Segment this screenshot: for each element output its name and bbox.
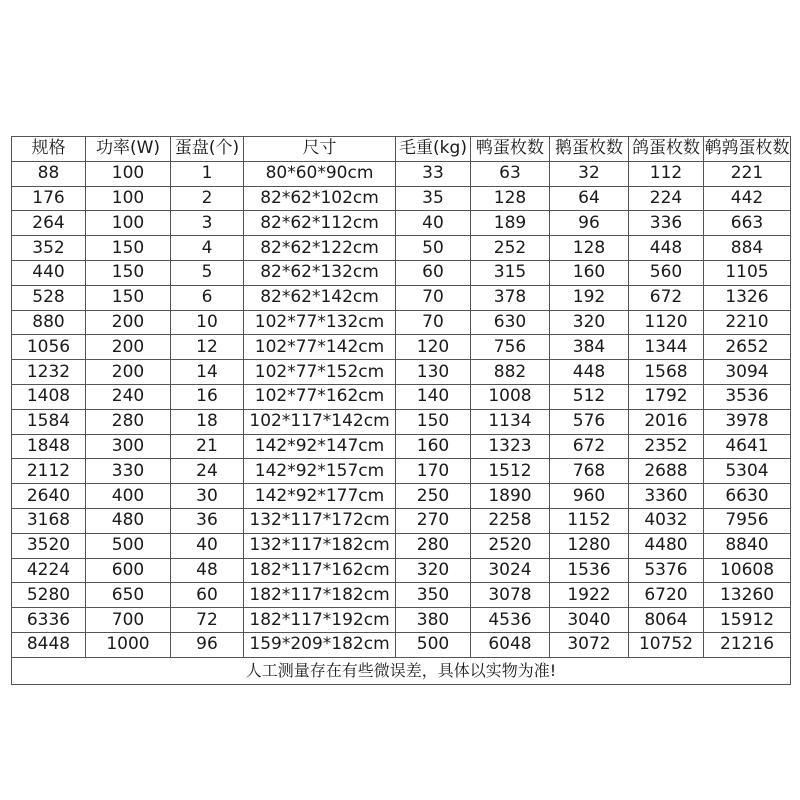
cell-spec: 176 xyxy=(12,186,86,211)
cell-power: 700 xyxy=(86,608,171,633)
cell-duck-eggs: 252 xyxy=(471,236,550,261)
cell-power: 280 xyxy=(86,409,171,434)
cell-gross-weight: 60 xyxy=(396,260,471,285)
cell-size: 102*77*152cm xyxy=(244,360,396,385)
cell-duck-eggs: 2258 xyxy=(471,508,550,533)
cell-trays: 24 xyxy=(171,459,244,484)
cell-trays: 16 xyxy=(171,384,244,409)
cell-power: 200 xyxy=(86,335,171,360)
cell-size: 142*92*147cm xyxy=(244,434,396,459)
cell-trays: 14 xyxy=(171,360,244,385)
cell-gross-weight: 130 xyxy=(396,360,471,385)
cell-duck-eggs: 6048 xyxy=(471,632,550,657)
cell-spec: 440 xyxy=(12,260,86,285)
cell-size: 82*62*122cm xyxy=(244,236,396,261)
cell-power: 200 xyxy=(86,310,171,335)
cell-spec: 3520 xyxy=(12,533,86,558)
cell-trays: 5 xyxy=(171,260,244,285)
incubator-spec-table xyxy=(11,136,791,685)
cell-quail-eggs: 4641 xyxy=(704,434,791,459)
cell-pigeon-eggs: 2016 xyxy=(629,409,704,434)
cell-goose-eggs: 960 xyxy=(550,484,629,509)
table-row xyxy=(12,583,791,608)
cell-pigeon-eggs: 10752 xyxy=(629,632,704,657)
cell-goose-eggs: 1280 xyxy=(550,533,629,558)
cell-gross-weight: 70 xyxy=(396,310,471,335)
table-row xyxy=(12,236,791,261)
cell-quail-eggs: 2210 xyxy=(704,310,791,335)
cell-goose-eggs: 384 xyxy=(550,335,629,360)
cell-quail-eggs: 221 xyxy=(704,161,791,186)
cell-gross-weight: 500 xyxy=(396,632,471,657)
cell-gross-weight: 40 xyxy=(396,211,471,236)
cell-goose-eggs: 1536 xyxy=(550,558,629,583)
table-row xyxy=(12,632,791,657)
cell-duck-eggs: 63 xyxy=(471,161,550,186)
cell-power: 100 xyxy=(86,211,171,236)
table-row xyxy=(12,260,791,285)
cell-pigeon-eggs: 448 xyxy=(629,236,704,261)
table-row xyxy=(12,186,791,211)
cell-spec: 1408 xyxy=(12,384,86,409)
header-duck-eggs: 鸭蛋枚数 xyxy=(471,137,550,162)
cell-power: 150 xyxy=(86,260,171,285)
header-gross-weight: 毛重(kg) xyxy=(396,137,471,162)
cell-pigeon-eggs: 560 xyxy=(629,260,704,285)
cell-size: 80*60*90cm xyxy=(244,161,396,186)
cell-pigeon-eggs: 6720 xyxy=(629,583,704,608)
cell-quail-eggs: 1105 xyxy=(704,260,791,285)
cell-pigeon-eggs: 112 xyxy=(629,161,704,186)
cell-duck-eggs: 4536 xyxy=(471,608,550,633)
cell-size: 132*117*182cm xyxy=(244,533,396,558)
cell-power: 1000 xyxy=(86,632,171,657)
cell-power: 300 xyxy=(86,434,171,459)
cell-pigeon-eggs: 672 xyxy=(629,285,704,310)
cell-goose-eggs: 576 xyxy=(550,409,629,434)
cell-power: 100 xyxy=(86,161,171,186)
cell-gross-weight: 270 xyxy=(396,508,471,533)
cell-pigeon-eggs: 5376 xyxy=(629,558,704,583)
cell-spec: 2112 xyxy=(12,459,86,484)
cell-spec: 264 xyxy=(12,211,86,236)
cell-duck-eggs: 315 xyxy=(471,260,550,285)
table-row xyxy=(12,409,791,434)
header-pigeon-eggs: 鸽蛋枚数 xyxy=(629,137,704,162)
cell-trays: 10 xyxy=(171,310,244,335)
cell-gross-weight: 320 xyxy=(396,558,471,583)
cell-spec: 352 xyxy=(12,236,86,261)
cell-trays: 1 xyxy=(171,161,244,186)
header-quail-eggs: 鹌鹑蛋枚数 xyxy=(704,137,791,162)
cell-quail-eggs: 884 xyxy=(704,236,791,261)
table-row xyxy=(12,459,791,484)
table-row xyxy=(12,310,791,335)
cell-size: 82*62*102cm xyxy=(244,186,396,211)
cell-duck-eggs: 189 xyxy=(471,211,550,236)
cell-pigeon-eggs: 1792 xyxy=(629,384,704,409)
cell-duck-eggs: 1008 xyxy=(471,384,550,409)
header-spec: 规格 xyxy=(12,137,86,162)
cell-quail-eggs: 8840 xyxy=(704,533,791,558)
cell-gross-weight: 350 xyxy=(396,583,471,608)
table-row xyxy=(12,161,791,186)
cell-goose-eggs: 672 xyxy=(550,434,629,459)
cell-pigeon-eggs: 4480 xyxy=(629,533,704,558)
cell-spec: 880 xyxy=(12,310,86,335)
cell-power: 650 xyxy=(86,583,171,608)
cell-quail-eggs: 663 xyxy=(704,211,791,236)
header-power: 功率(W) xyxy=(86,137,171,162)
table-row xyxy=(12,508,791,533)
cell-trays: 48 xyxy=(171,558,244,583)
cell-pigeon-eggs: 4032 xyxy=(629,508,704,533)
cell-gross-weight: 160 xyxy=(396,434,471,459)
table-row xyxy=(12,360,791,385)
table-row xyxy=(12,384,791,409)
cell-power: 400 xyxy=(86,484,171,509)
cell-quail-eggs: 13260 xyxy=(704,583,791,608)
cell-goose-eggs: 512 xyxy=(550,384,629,409)
cell-quail-eggs: 3978 xyxy=(704,409,791,434)
table-row xyxy=(12,533,791,558)
cell-duck-eggs: 3024 xyxy=(471,558,550,583)
table-row xyxy=(12,285,791,310)
cell-size: 82*62*142cm xyxy=(244,285,396,310)
cell-gross-weight: 35 xyxy=(396,186,471,211)
cell-pigeon-eggs: 2352 xyxy=(629,434,704,459)
header-goose-eggs: 鹅蛋枚数 xyxy=(550,137,629,162)
cell-spec: 5280 xyxy=(12,583,86,608)
cell-trays: 21 xyxy=(171,434,244,459)
cell-size: 102*77*132cm xyxy=(244,310,396,335)
cell-gross-weight: 120 xyxy=(396,335,471,360)
cell-size: 182*117*192cm xyxy=(244,608,396,633)
table-row xyxy=(12,434,791,459)
cell-goose-eggs: 448 xyxy=(550,360,629,385)
table-footer xyxy=(12,657,791,684)
cell-quail-eggs: 3094 xyxy=(704,360,791,385)
cell-goose-eggs: 64 xyxy=(550,186,629,211)
cell-trays: 4 xyxy=(171,236,244,261)
cell-power: 100 xyxy=(86,186,171,211)
cell-size: 159*209*182cm xyxy=(244,632,396,657)
cell-duck-eggs: 378 xyxy=(471,285,550,310)
cell-size: 102*77*162cm xyxy=(244,384,396,409)
cell-goose-eggs: 768 xyxy=(550,459,629,484)
cell-power: 150 xyxy=(86,236,171,261)
cell-size: 182*117*162cm xyxy=(244,558,396,583)
cell-gross-weight: 170 xyxy=(396,459,471,484)
cell-spec: 1056 xyxy=(12,335,86,360)
cell-size: 142*92*157cm xyxy=(244,459,396,484)
cell-power: 600 xyxy=(86,558,171,583)
cell-quail-eggs: 6630 xyxy=(704,484,791,509)
table-row xyxy=(12,558,791,583)
cell-spec: 4224 xyxy=(12,558,86,583)
cell-pigeon-eggs: 8064 xyxy=(629,608,704,633)
cell-spec: 528 xyxy=(12,285,86,310)
cell-trays: 40 xyxy=(171,533,244,558)
cell-pigeon-eggs: 3360 xyxy=(629,484,704,509)
cell-goose-eggs: 192 xyxy=(550,285,629,310)
cell-power: 500 xyxy=(86,533,171,558)
cell-goose-eggs: 1922 xyxy=(550,583,629,608)
cell-size: 82*62*132cm xyxy=(244,260,396,285)
cell-trays: 6 xyxy=(171,285,244,310)
cell-spec: 3168 xyxy=(12,508,86,533)
cell-gross-weight: 280 xyxy=(396,533,471,558)
cell-pigeon-eggs: 1568 xyxy=(629,360,704,385)
cell-trays: 96 xyxy=(171,632,244,657)
cell-size: 142*92*177cm xyxy=(244,484,396,509)
cell-spec: 2640 xyxy=(12,484,86,509)
table-body xyxy=(12,161,791,657)
cell-trays: 2 xyxy=(171,186,244,211)
cell-goose-eggs: 320 xyxy=(550,310,629,335)
cell-gross-weight: 150 xyxy=(396,409,471,434)
cell-duck-eggs: 3078 xyxy=(471,583,550,608)
cell-pigeon-eggs: 224 xyxy=(629,186,704,211)
header-trays: 蛋盘(个) xyxy=(171,137,244,162)
note-row xyxy=(12,657,791,684)
cell-duck-eggs: 882 xyxy=(471,360,550,385)
cell-trays: 18 xyxy=(171,409,244,434)
cell-pigeon-eggs: 336 xyxy=(629,211,704,236)
table-row xyxy=(12,335,791,360)
cell-duck-eggs: 1890 xyxy=(471,484,550,509)
cell-duck-eggs: 2520 xyxy=(471,533,550,558)
cell-quail-eggs: 3536 xyxy=(704,384,791,409)
cell-size: 182*117*182cm xyxy=(244,583,396,608)
cell-quail-eggs: 10608 xyxy=(704,558,791,583)
cell-spec: 88 xyxy=(12,161,86,186)
cell-power: 480 xyxy=(86,508,171,533)
cell-pigeon-eggs: 2688 xyxy=(629,459,704,484)
cell-goose-eggs: 3040 xyxy=(550,608,629,633)
cell-duck-eggs: 128 xyxy=(471,186,550,211)
cell-spec: 1848 xyxy=(12,434,86,459)
cell-spec: 1584 xyxy=(12,409,86,434)
cell-quail-eggs: 442 xyxy=(704,186,791,211)
cell-duck-eggs: 1134 xyxy=(471,409,550,434)
cell-quail-eggs: 7956 xyxy=(704,508,791,533)
cell-power: 200 xyxy=(86,360,171,385)
cell-pigeon-eggs: 1120 xyxy=(629,310,704,335)
cell-quail-eggs: 21216 xyxy=(704,632,791,657)
cell-goose-eggs: 32 xyxy=(550,161,629,186)
cell-gross-weight: 70 xyxy=(396,285,471,310)
cell-quail-eggs: 15912 xyxy=(704,608,791,633)
cell-trays: 36 xyxy=(171,508,244,533)
cell-goose-eggs: 160 xyxy=(550,260,629,285)
cell-goose-eggs: 96 xyxy=(550,211,629,236)
cell-gross-weight: 250 xyxy=(396,484,471,509)
cell-trays: 60 xyxy=(171,583,244,608)
cell-pigeon-eggs: 1344 xyxy=(629,335,704,360)
cell-size: 132*117*172cm xyxy=(244,508,396,533)
cell-quail-eggs: 5304 xyxy=(704,459,791,484)
cell-goose-eggs: 128 xyxy=(550,236,629,261)
cell-gross-weight: 140 xyxy=(396,384,471,409)
cell-power: 240 xyxy=(86,384,171,409)
cell-size: 102*77*142cm xyxy=(244,335,396,360)
table-row xyxy=(12,484,791,509)
cell-size: 102*117*142cm xyxy=(244,409,396,434)
cell-goose-eggs: 3072 xyxy=(550,632,629,657)
header-size: 尺寸 xyxy=(244,137,396,162)
cell-spec: 8448 xyxy=(12,632,86,657)
cell-gross-weight: 33 xyxy=(396,161,471,186)
cell-duck-eggs: 1323 xyxy=(471,434,550,459)
cell-spec: 1232 xyxy=(12,360,86,385)
cell-spec: 6336 xyxy=(12,608,86,633)
cell-duck-eggs: 756 xyxy=(471,335,550,360)
cell-gross-weight: 50 xyxy=(396,236,471,261)
table-row xyxy=(12,608,791,633)
cell-power: 330 xyxy=(86,459,171,484)
measurement-note: 人工测量存在有些微误差，具体以实物为准! xyxy=(12,657,791,684)
cell-size: 82*62*112cm xyxy=(244,211,396,236)
cell-power: 150 xyxy=(86,285,171,310)
table-row xyxy=(12,211,791,236)
cell-trays: 3 xyxy=(171,211,244,236)
table-header xyxy=(12,137,791,162)
cell-gross-weight: 380 xyxy=(396,608,471,633)
header-row xyxy=(12,137,791,162)
cell-duck-eggs: 630 xyxy=(471,310,550,335)
cell-trays: 72 xyxy=(171,608,244,633)
cell-trays: 12 xyxy=(171,335,244,360)
cell-duck-eggs: 1512 xyxy=(471,459,550,484)
cell-trays: 30 xyxy=(171,484,244,509)
cell-quail-eggs: 2652 xyxy=(704,335,791,360)
cell-quail-eggs: 1326 xyxy=(704,285,791,310)
cell-goose-eggs: 1152 xyxy=(550,508,629,533)
